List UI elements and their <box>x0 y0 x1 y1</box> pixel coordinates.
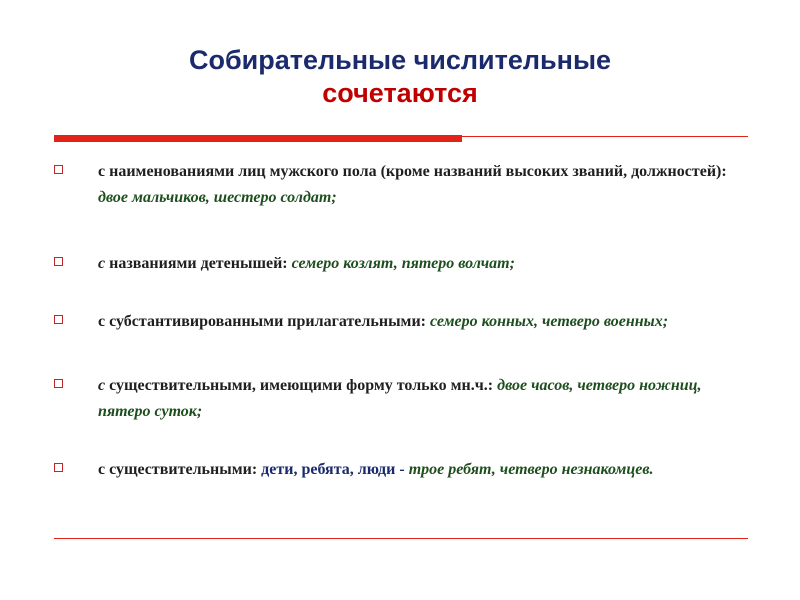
square-bullet-icon <box>54 379 63 388</box>
list-item <box>52 457 732 483</box>
item-example: семеро конных, четверо военных; <box>430 313 669 330</box>
item-lead: с наименованиями лиц мужского пола (кроме названий высоких званий, должностей): <box>98 163 727 180</box>
page-title <box>0 44 800 110</box>
list-item <box>52 309 732 335</box>
list-item <box>52 373 732 425</box>
square-bullet-icon <box>54 257 63 266</box>
item-example: семеро козлят, пятеро волчат; <box>291 255 515 272</box>
item-lead: существительными, имеющими форму только мн.ч.: <box>105 377 498 394</box>
title-line-2: сочетаются <box>322 78 478 108</box>
square-bullet-icon <box>54 463 63 472</box>
item-example: двое мальчиков, шестеро солдат; <box>98 189 337 206</box>
item-lead: с субстантивированными прилагательными: <box>98 313 430 330</box>
item-lead: названиями детенышей: <box>105 255 292 272</box>
title-line-1: Собирательные числительные <box>188 45 612 75</box>
bottom-divider <box>54 538 748 539</box>
item-example: трое ребят, четверо незнакомцев. <box>408 461 654 478</box>
item-lead-italic: с <box>98 255 106 272</box>
item-lead: с существительными: <box>98 461 262 478</box>
bullet-list <box>52 159 732 483</box>
square-bullet-icon <box>54 165 63 174</box>
item-nouns: дети, ребята, люди - <box>261 461 409 478</box>
item-example: двое часов, четверо ножниц, пятеро суток; <box>98 377 702 420</box>
square-bullet-icon <box>54 315 63 324</box>
title-divider-thick <box>54 135 462 142</box>
list-item <box>52 251 732 277</box>
item-lead-italic: с <box>98 377 106 394</box>
list-item <box>52 159 732 211</box>
